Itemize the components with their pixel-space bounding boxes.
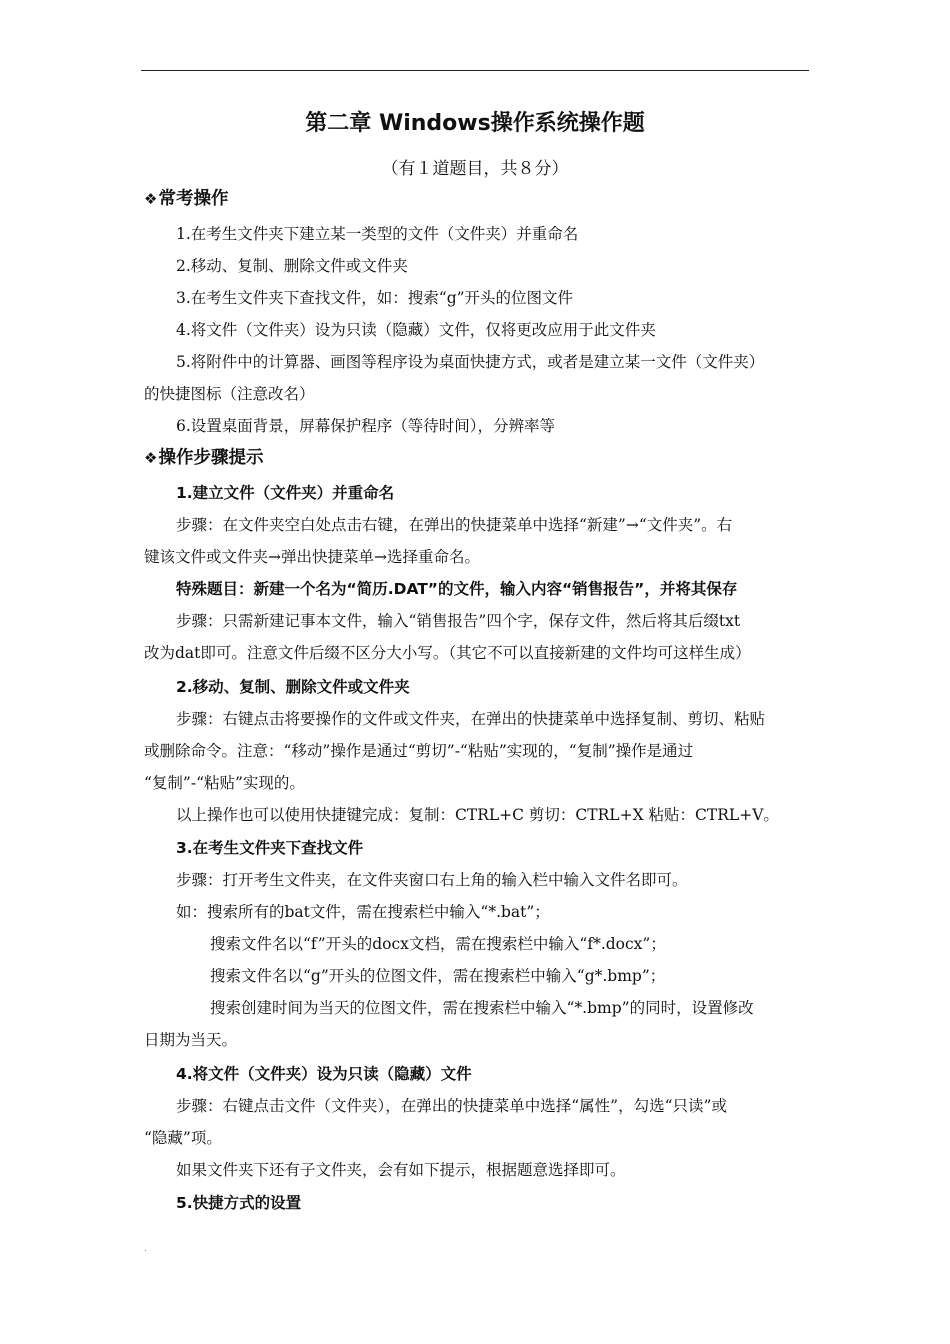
list-item-continued: 的快捷图标（注意改名） <box>144 385 315 403</box>
header-rule <box>141 70 809 71</box>
paragraph-line: 步骤：右键点击文件（文件夹），在弹出的快捷菜单中选择“属性”，勾选“只读”或 <box>176 1097 727 1115</box>
paragraph-line: 改为dat即可。注意文件后缀不区分大小写。（其它不可以直接新建的文件均可这样生成） <box>144 644 751 662</box>
section-heading-common-text: 常考操作 <box>158 189 229 209</box>
page-title: 第二章 Windows操作系统操作题 <box>305 111 645 136</box>
page-subtitle: （有１道题目，共８分） <box>381 159 569 179</box>
paragraph-line: 步骤：在文件夹空白处点击右键，在弹出的快捷菜单中选择“新建”→“文件夹”。右 <box>176 516 733 534</box>
step-heading-3: 3.在考生文件夹下查找文件 <box>176 839 364 857</box>
diamond-bullet-icon: ❖ <box>144 449 158 467</box>
paragraph-line: 步骤：打开考生文件夹，在文件夹窗口右上角的输入栏中输入文件名即可。 <box>176 871 688 889</box>
paragraph-line: 搜索文件名以“g”开头的位图文件，需在搜索栏中输入“g*.bmp”； <box>210 967 666 985</box>
paragraph-line: “隐藏”项。 <box>144 1129 222 1147</box>
paragraph-line: 步骤：右键点击将要操作的文件或文件夹，在弹出的快捷菜单中选择复制、剪切、粘贴 <box>176 710 766 728</box>
paragraph-line: 日期为当天。 <box>144 1031 238 1049</box>
list-item: 4.将文件（文件夹）设为只读（隐藏）文件，仅将更改应用于此文件夹 <box>176 321 656 339</box>
paragraph-line: 以上操作也可以使用快捷键完成：复制：CTRL+C 剪切：CTRL+X 粘贴：CTRL+V。 <box>176 806 779 824</box>
paragraph-line: 如：搜索所有的bat文件，需在搜索栏中输入“*.bat”； <box>176 903 550 921</box>
step-heading-1: 1.建立文件（文件夹）并重命名 <box>176 484 395 502</box>
section-heading-steps-text: 操作步骤提示 <box>158 448 264 468</box>
list-item: 5.将附件中的计算器、画图等程序设为桌面快捷方式，或者是建立某一文件（文件夹） <box>176 353 765 371</box>
footer-dot: . <box>144 1244 147 1254</box>
step-heading-5: 5.快捷方式的设置 <box>176 1194 302 1212</box>
section-heading-steps <box>144 444 263 469</box>
diamond-bullet-icon: ❖ <box>144 190 158 208</box>
list-item: 6.设置桌面背景，屏幕保护程序（等待时间），分辨率等 <box>176 417 556 435</box>
section-heading-common <box>144 185 228 210</box>
paragraph-line: “复制”-“粘贴”实现的。 <box>144 774 305 792</box>
paragraph-line: 搜索文件名以“f”开头的docx文档，需在搜索栏中输入“f*.docx”； <box>210 935 666 953</box>
step-heading-2: 2.移动、复制、删除文件或文件夹 <box>176 678 410 696</box>
list-item: 3.在考生文件夹下查找文件，如：搜索“g”开头的位图文件 <box>176 289 574 307</box>
special-task-heading: 特殊题目：新建一个名为“简历.DAT”的文件，输入内容“销售报告”，并将其保存 <box>176 580 738 598</box>
paragraph-line: 键该文件或文件夹→弹出快捷菜单→选择重命名。 <box>144 548 480 566</box>
paragraph-line: 如果文件夹下还有子文件夹，会有如下提示，根据题意选择即可。 <box>176 1161 626 1179</box>
paragraph-line: 搜索创建时间为当天的位图文件，需在搜索栏中输入“*.bmp”的同时，设置修改 <box>210 999 754 1017</box>
list-item: 2.移动、复制、删除文件或文件夹 <box>176 257 408 275</box>
step-heading-4: 4.将文件（文件夹）设为只读（隐藏）文件 <box>176 1065 472 1083</box>
paragraph-line: 步骤：只需新建记事本文件，输入“销售报告”四个字，保存文件，然后将其后缀txt <box>176 612 741 630</box>
paragraph-line: 或删除命令。注意：“移动”操作是通过“剪切”-“粘贴”实现的，“复制”操作是通过 <box>144 742 694 760</box>
list-item: 1.在考生文件夹下建立某一类型的文件（文件夹）并重命名 <box>176 225 579 243</box>
